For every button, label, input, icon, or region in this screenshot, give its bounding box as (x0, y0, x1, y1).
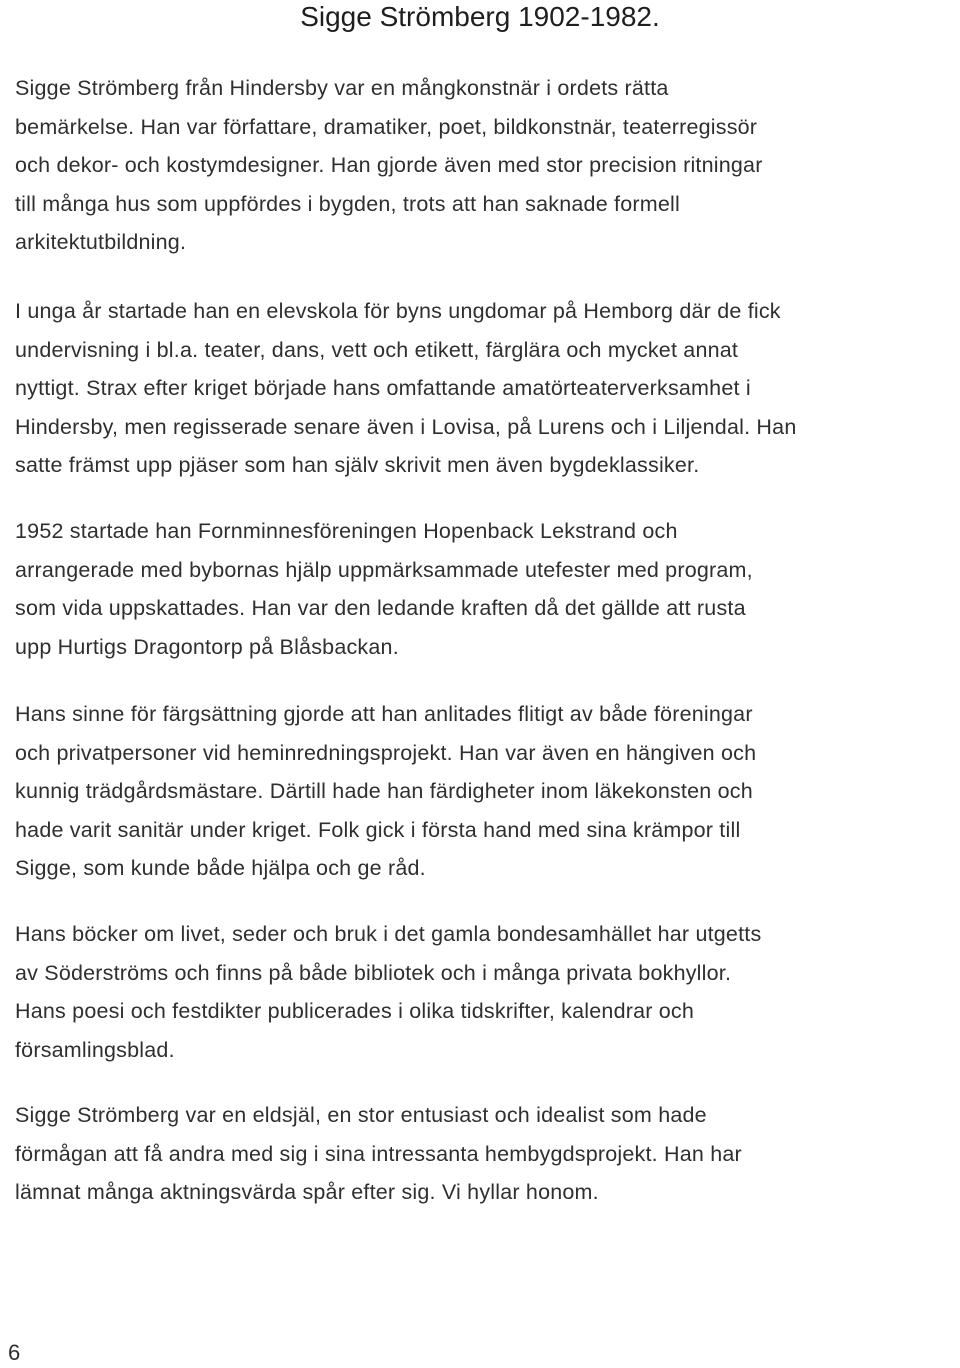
paragraph-5 (15, 915, 955, 1069)
paragraph-line: Hans poesi och festdikter publicerades i olika tidskrifter, kalendrar och (15, 999, 695, 1024)
paragraph-line: satte främst upp pjäser som han själv skrivit men även bygdeklassiker. (15, 453, 700, 478)
paragraph-line: arkitektutbildning. (15, 230, 187, 255)
paragraph-line: Hans böcker om livet, seder och bruk i det gamla bondesamhället har utgetts (15, 922, 762, 946)
paragraph-3 (15, 512, 955, 666)
paragraph-line: till många hus som uppfördes i bygden, trots att han saknade formell (15, 191, 680, 216)
paragraph-line: nyttigt. Strax efter kriget började hans omfattande amatörteaterverksamhet i (15, 376, 751, 401)
paragraph-line: 1952 startade han Fornminnesföreningen Hopenback Lekstrand och (15, 519, 678, 543)
paragraph-line: kunnig trädgårdsmästare. Därtill hade han färdigheter inom läkekonsten och (15, 779, 753, 804)
paragraph-line: arrangerade med bybornas hjälp uppmärksammade utefester med program, (15, 557, 753, 582)
paragraph-2 (15, 292, 955, 485)
paragraph-line: Sigge Strömberg från Hindersby var en mångkonstnär i ordets rätta (15, 76, 669, 100)
paragraph-line: upp Hurtigs Dragontorp på Blåsbackan. (15, 634, 399, 659)
paragraph-line: och dekor- och kostymdesigner. Han gjorde även med stor precision ritningar (15, 153, 763, 178)
paragraph-line: Hindersby, men regisserade senare även i Lovisa, på Lurens och i Liljendal. Han (15, 414, 797, 439)
paragraph-6 (15, 1096, 955, 1212)
paragraph-line: förmågan att få andra med sig i sina intressanta hembygdsprojekt. Han har (15, 1141, 742, 1166)
paragraph-line: av Söderströms och finns på både bibliotek och i många privata bokhyllor. (15, 960, 732, 985)
paragraph-line: Hans sinne för färgsättning gjorde att han anlitades flitigt av både föreningar (15, 702, 753, 726)
paragraph-4 (15, 695, 955, 888)
paragraph-line: lämnat många aktningsvärda spår efter sig. Vi hyllar honom. (15, 1180, 599, 1205)
paragraph-line: I unga år startade han en elevskola för byns ungdomar på Hemborg där de fick (15, 299, 781, 323)
page-number: 6 (8, 1340, 21, 1365)
paragraph-line: som vida uppskattades. Han var den ledande kraften då det gällde att rusta (15, 596, 746, 621)
paragraph-line: bemärkelse. Han var författare, dramatiker, poet, bildkonstnär, teaterregissör (15, 114, 758, 139)
paragraph-1 (15, 69, 955, 262)
paragraph-line: och privatpersoner vid heminredningsprojekt. Han var även en hängiven och (15, 740, 757, 765)
paragraph-line: församlingsblad. (15, 1037, 175, 1062)
paragraph-line: Sigge Strömberg var en eldsjäl, en stor entusiast och idealist som hade (15, 1103, 707, 1127)
page-title: Sigge Strömberg 1902-1982. (300, 1, 660, 32)
paragraph-line: hade varit sanitär under kriget. Folk gick i första hand med sina krämpor till (15, 817, 741, 842)
paragraph-line: Sigge, som kunde både hjälpa och ge råd. (15, 856, 426, 881)
paragraph-line: undervisning i bl.a. teater, dans, vett och etikett, färglära och mycket annat (15, 337, 739, 362)
